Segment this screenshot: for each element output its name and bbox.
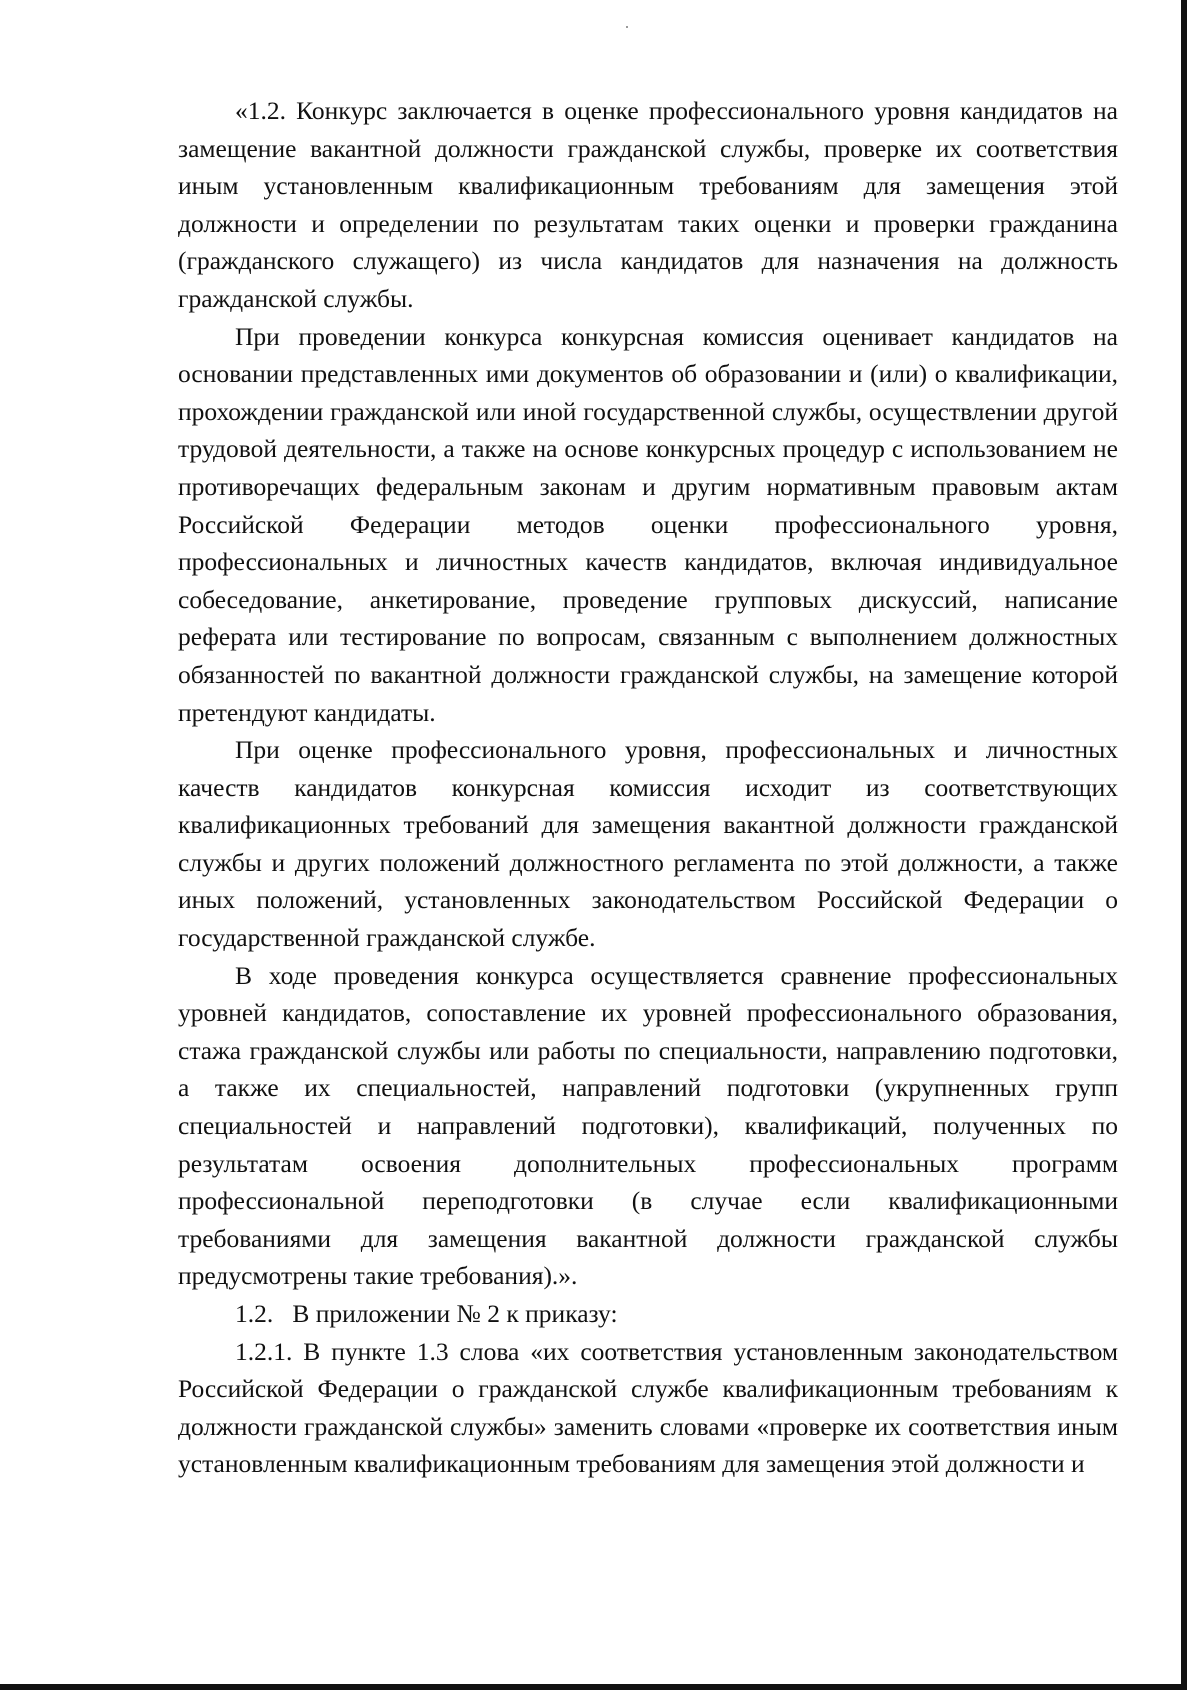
paragraph-competition-definition: «1.2. Конкурс заключается в оценке профессионального уровня кандидатов на замещение вакантной должности гражданской службы, проверке их соответствия иным установленным квалификационным требованиям для замещения этой должности и определении по результатам таких оценки и проверки гражданина (гражданского служащего) из числа кандидатов для назначения на должность гражданской службы. [178, 96, 1118, 313]
paragraph-appendix-2: 1.2. В приложении № 2 к приказу: [235, 1299, 618, 1328]
paragraph-qualification-requirements: При оценке профессионального уровня, профессиональных и личностных качеств кандидатов конкурсная комиссия исходит из соответствующих квалификационных требований для замещения вакантной должности гражданской службы и других положений должностного регламента по этой должности, а также иных положений, установленных законодательством Российской Федерации о государственной гражданской службе. [178, 735, 1118, 953]
paragraph-commission-evaluation: При проведении конкурса конкурсная комиссия оценивает кандидатов на основании представленных ими документов об образовании и (или) о квалификации, прохождении гражданской или иной государственной службы, осуществлении другой трудовой деятельности, а также на основе конкурсных процедур с использованием не противоречащих федеральным законам и другим нормативным правовым актам Российской Федерации методов оценки профессионального уровня, профессиональных и личностных качеств кандидатов, включая индивидуальное собеседование, анкетирование, проведение групповых дискуссий, написание реферата или тестирование по вопросам, связанным с выполнением должностных обязанностей по вакантной должности гражданской службы, на замещение которой претендуют кандидаты. [178, 321, 1118, 727]
paragraph-candidate-comparison: В ходе проведения конкурса осуществляется сравнение профессиональных уровней кандидатов, сопоставление их уровней профессионального образования, стажа гражданской службы или работы по специальности, направлению подготовки, а также их специальностей, направлений подготовки (укрупненных групп специальностей и направлений подготовки), квалификаций, полученных по результатам освоения дополнительных профессиональных программ профессиональной переподготовки (в случае если квалификационными требованиями для замещения вакантной должности гражданской службы предусмотрены такие требования).». [178, 960, 1118, 1291]
scan-dot [626, 26, 628, 28]
document-body [178, 92, 1118, 1483]
scan-edge-bottom [0, 1684, 1187, 1690]
scan-edge-right [1181, 0, 1187, 1690]
paragraph-item-1-2-1: 1.2.1. В пункте 1.3 слова «их соответствия установленным законодательством Российской Федерации о гражданской службе квалификационным требованиям к должности гражданской службы» заменить словами «проверке их соответствия иным установленным квалификационным требованиям для замещения этой должности и [178, 1336, 1118, 1479]
